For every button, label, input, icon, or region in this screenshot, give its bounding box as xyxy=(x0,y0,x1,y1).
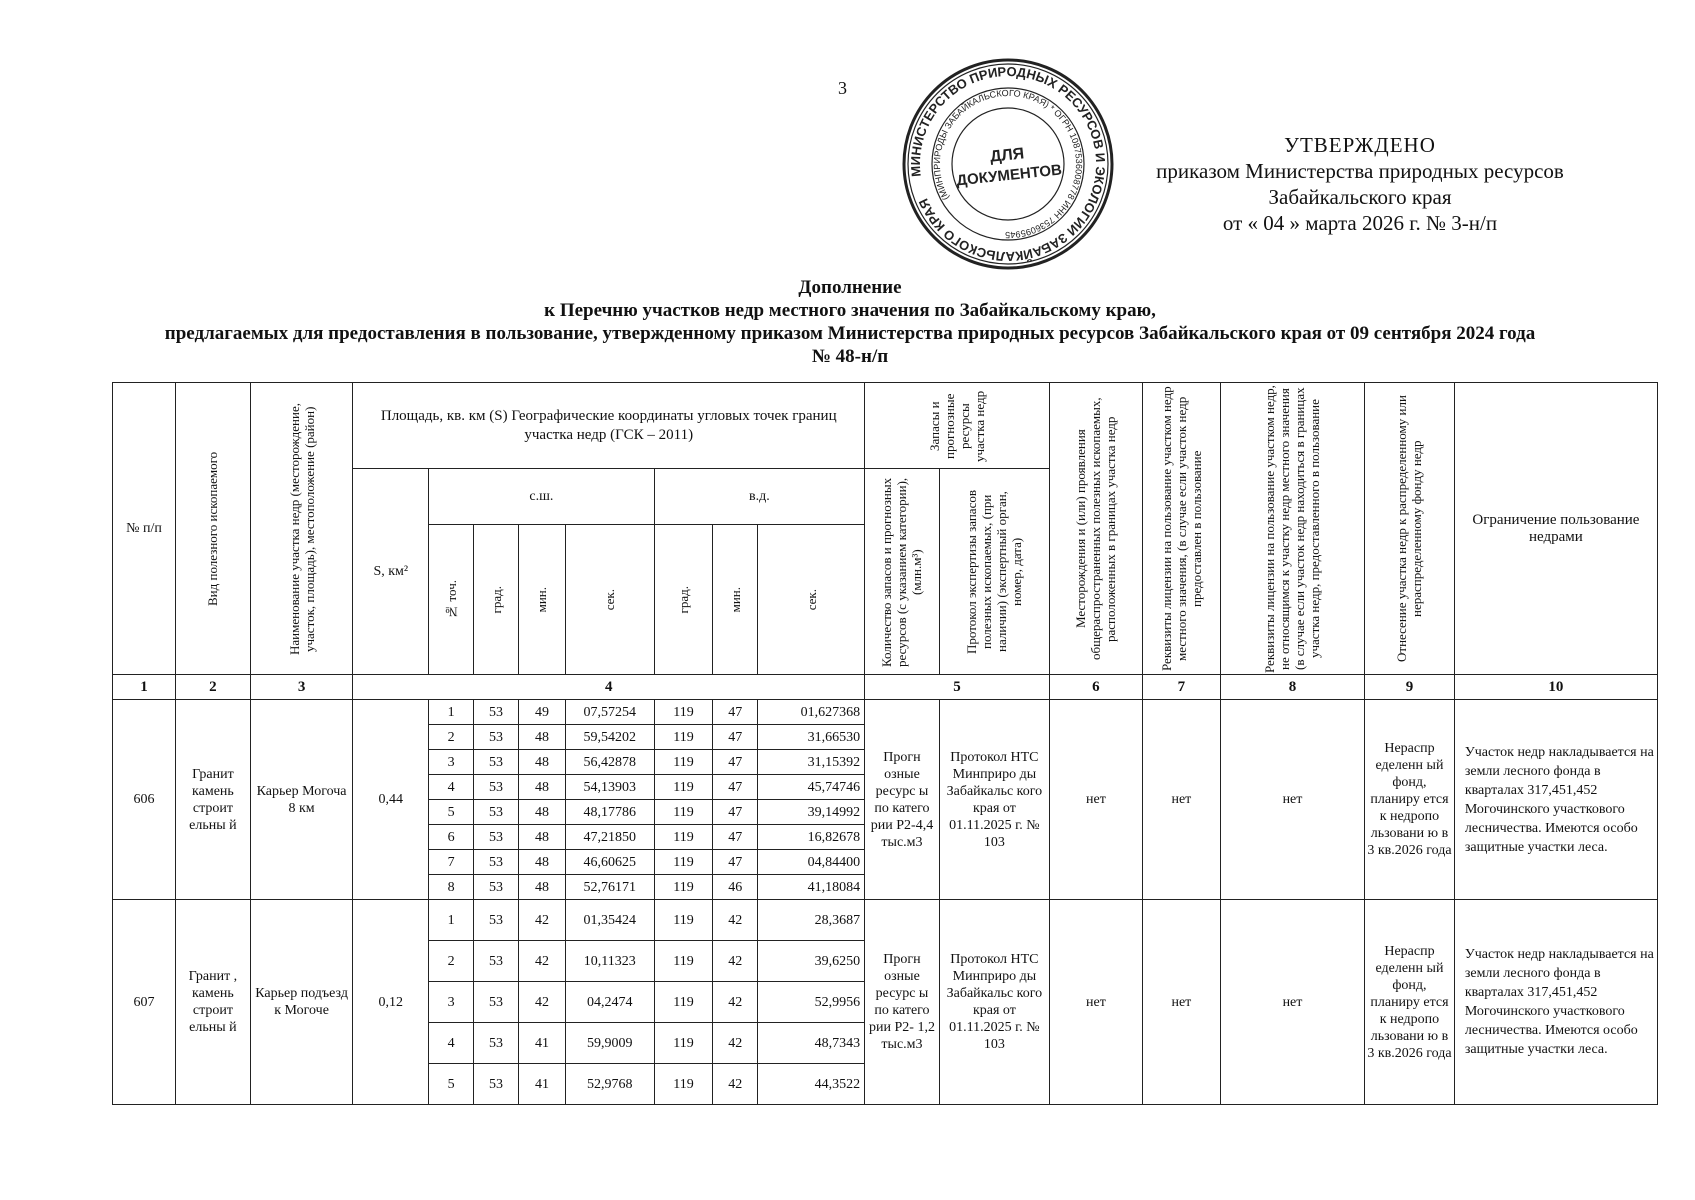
point-no: 2 xyxy=(429,941,474,982)
header-mineral-cell xyxy=(176,383,251,675)
lon-sec: 16,82678 xyxy=(758,825,865,850)
header-lon-sec: сек. xyxy=(803,588,819,611)
row-deposits: нет xyxy=(1049,700,1142,900)
lon-min: 47 xyxy=(713,725,758,750)
seal-inner-ring-text: (МИНПРИРОДЫ ЗАБАЙКАЛЬСКОГО КРАЯ) * ОГРН 1087536008778 ИНН 7536095945 xyxy=(931,87,1085,241)
seal-center-line-1: ДЛЯ xyxy=(989,145,1025,166)
lon-deg: 119 xyxy=(654,775,713,800)
lat-deg: 53 xyxy=(474,750,519,775)
header-reserves-qty-cell xyxy=(865,469,940,675)
header-protocol-cell xyxy=(939,469,1049,675)
point-no: 1 xyxy=(429,900,474,941)
row-site: Карьер подъезд к Могоче xyxy=(250,900,353,1105)
column-number: 2 xyxy=(176,675,251,700)
lon-min: 42 xyxy=(713,900,758,941)
lon-min: 42 xyxy=(713,982,758,1023)
lat-min: 42 xyxy=(518,900,565,941)
header-mineral: Вид полезного ископаемого xyxy=(205,451,221,606)
column-number: 9 xyxy=(1365,675,1455,700)
header-point-no: № точ. xyxy=(443,579,459,620)
header-lon: в.д. xyxy=(654,469,864,525)
column-number: 6 xyxy=(1049,675,1142,700)
row-site: Карьер Могоча 8 км xyxy=(250,700,353,900)
lon-deg: 119 xyxy=(654,941,713,982)
document-title xyxy=(100,276,1600,368)
row-area: 0,12 xyxy=(353,900,429,1105)
lon-deg: 119 xyxy=(654,850,713,875)
row-restriction: Участок недр накладывается на земли лесного фонда в кварталах 317,451,452 Могочинского участкового лесничества. Имеются особо защитные участки леса. xyxy=(1454,700,1657,900)
point-no: 4 xyxy=(429,1023,474,1064)
lat-sec: 04,2474 xyxy=(565,982,654,1023)
lon-deg: 119 xyxy=(654,700,713,725)
lon-sec: 41,18084 xyxy=(758,875,865,900)
header-fund-cell xyxy=(1365,383,1455,675)
header-lat-sec: сек. xyxy=(602,588,618,611)
lon-min: 46 xyxy=(713,875,758,900)
title-line-1: Дополнение xyxy=(798,277,902,298)
header-restriction: Ограничение пользование недрами xyxy=(1454,383,1657,675)
point-no: 8 xyxy=(429,875,474,900)
lat-min: 48 xyxy=(518,800,565,825)
lon-deg: 119 xyxy=(654,1064,713,1105)
lat-deg: 53 xyxy=(474,982,519,1023)
lon-deg: 119 xyxy=(654,982,713,1023)
header-lon-deg-cell xyxy=(654,525,713,675)
lon-deg: 119 xyxy=(654,750,713,775)
lon-deg: 119 xyxy=(654,825,713,850)
lon-deg: 119 xyxy=(654,725,713,750)
row-mineral: Гранит , камень строит ельны й xyxy=(176,900,251,1105)
page-number: 3 xyxy=(838,78,847,98)
header-reserves: Запасы и прогнозные ресурсы участка недр xyxy=(927,389,987,462)
point-no: 7 xyxy=(429,850,474,875)
point-no: 4 xyxy=(429,775,474,800)
lat-sec: 54,13903 xyxy=(565,775,654,800)
lat-sec: 01,35424 xyxy=(565,900,654,941)
header-lon-min-cell xyxy=(713,525,758,675)
header-deposits-cell xyxy=(1049,383,1142,675)
column-number-row xyxy=(113,675,1658,700)
title-line-3: предлагаемых для предоставления в пользование, утвержденному приказом Министерства природных ресурсов Забайкальского края от 09 сентября 2024 года xyxy=(164,323,1536,344)
lat-deg: 53 xyxy=(474,941,519,982)
lat-sec: 56,42878 xyxy=(565,750,654,775)
lat-min: 41 xyxy=(518,1023,565,1064)
column-number: 4 xyxy=(353,675,865,700)
lat-min: 41 xyxy=(518,1064,565,1105)
header-license-local: Реквизиты лицензии на пользование участком недр местного значения, (в случае если участок недр предоставлен в пользование xyxy=(1158,386,1204,671)
header-site-name: Наименование участка недр (месторождение, участок, площадь), местоположение (район) xyxy=(286,402,317,655)
lon-sec: 52,9956 xyxy=(758,982,865,1023)
lon-deg: 119 xyxy=(654,800,713,825)
row-reserves-qty: Прогн озные ресурс ы по катего рии Р2- 1,2 тыс.м3 xyxy=(865,900,940,1105)
lat-deg: 53 xyxy=(474,850,519,875)
lat-min: 48 xyxy=(518,875,565,900)
seal-ring-text: МИНИСТЕРСТВО ПРИРОДНЫХ РЕСУРСОВ И ЭКОЛОГИИ ЗАБАЙКАЛЬСКОГО КРАЯ xyxy=(907,63,1109,265)
lon-deg: 119 xyxy=(654,875,713,900)
header-num: № п/п xyxy=(113,383,176,675)
header-lon-min: мин. xyxy=(727,586,743,613)
row-fund: Нераспр еделенн ый фонд, планиру ется к недропо льзовани ю в 3 кв.2026 года xyxy=(1365,700,1455,900)
header-license-local-cell xyxy=(1142,383,1220,675)
lat-min: 48 xyxy=(518,725,565,750)
header-deposits: Месторождения и (или) проявления общераспространенных полезных ископаемых, расположенных в границах участка недр xyxy=(1073,397,1119,660)
lat-sec: 59,54202 xyxy=(565,725,654,750)
registry-table xyxy=(112,382,1658,1105)
lat-deg: 53 xyxy=(474,825,519,850)
point-no: 1 xyxy=(429,700,474,725)
lat-min: 48 xyxy=(518,825,565,850)
lon-min: 47 xyxy=(713,750,758,775)
lat-min: 49 xyxy=(518,700,565,725)
lat-deg: 53 xyxy=(474,1023,519,1064)
lat-deg: 53 xyxy=(474,775,519,800)
lon-sec: 44,3522 xyxy=(758,1064,865,1105)
lon-min: 47 xyxy=(713,800,758,825)
header-area-coords: Площадь, кв. км (S) Географические координаты угловых точек границ участка недр (ГСК – 2011) xyxy=(353,383,865,469)
row-protocol: Протокол НТС Минприро ды Забайкальс кого края от 01.11.2025 г. № 103 xyxy=(939,700,1049,900)
point-no: 3 xyxy=(429,750,474,775)
header-license-other-cell xyxy=(1220,383,1364,675)
point-no: 5 xyxy=(429,800,474,825)
header-lat: с.ш. xyxy=(429,469,654,525)
lat-min: 42 xyxy=(518,982,565,1023)
header-row-top xyxy=(113,383,1658,469)
lat-sec: 48,17786 xyxy=(565,800,654,825)
column-number: 10 xyxy=(1454,675,1657,700)
point-no: 5 xyxy=(429,1064,474,1105)
lat-min: 42 xyxy=(518,941,565,982)
point-no: 6 xyxy=(429,825,474,850)
header-site-cell xyxy=(250,383,353,675)
row-license-other: нет xyxy=(1220,700,1364,900)
row-license-other: нет xyxy=(1220,900,1364,1105)
lon-sec: 04,84400 xyxy=(758,850,865,875)
lat-deg: 53 xyxy=(474,725,519,750)
lon-min: 47 xyxy=(713,850,758,875)
lat-sec: 47,21850 xyxy=(565,825,654,850)
lat-deg: 53 xyxy=(474,800,519,825)
row-number: 607 xyxy=(113,900,176,1105)
column-number: 1 xyxy=(113,675,176,700)
header-s-km2: S, км² xyxy=(353,469,429,675)
column-number: 3 xyxy=(250,675,353,700)
row-license-local: нет xyxy=(1142,900,1220,1105)
header-fund: Отнесение участка недр к распределенному или нераспределенному фонду недр xyxy=(1394,395,1425,662)
row-number: 606 xyxy=(113,700,176,900)
header-lat-min-cell xyxy=(518,525,565,675)
point-no: 2 xyxy=(429,725,474,750)
lon-min: 42 xyxy=(713,941,758,982)
header-lat-deg: град. xyxy=(488,585,504,614)
lon-sec: 31,66530 xyxy=(758,725,865,750)
header-lat-sec-cell xyxy=(565,525,654,675)
header-lon-deg: град. xyxy=(675,585,691,614)
lon-min: 47 xyxy=(713,700,758,725)
lon-sec: 39,6250 xyxy=(758,941,865,982)
row-reserves-qty: Прогн озные ресурс ы по катего рии Р2-4,4 тыс.м3 xyxy=(865,700,940,900)
lat-sec: 52,9768 xyxy=(565,1064,654,1105)
header-lat-min: мин. xyxy=(534,586,550,613)
lat-sec: 46,60625 xyxy=(565,850,654,875)
point-no: 3 xyxy=(429,982,474,1023)
row-fund: Нераспр еделенн ый фонд, планиру ется к недропо льзовани ю в 3 кв.2026 года xyxy=(1365,900,1455,1105)
row-protocol: Протокол НТС Минприро ды Забайкальс кого края от 01.11.2025 г. № 103 xyxy=(939,900,1049,1105)
row-license-local: нет xyxy=(1142,700,1220,900)
lat-sec: 59,9009 xyxy=(565,1023,654,1064)
lat-deg: 53 xyxy=(474,1064,519,1105)
table-row xyxy=(113,700,1658,725)
lon-sec: 28,3687 xyxy=(758,900,865,941)
official-seal xyxy=(900,56,1116,272)
lat-sec: 52,76171 xyxy=(565,875,654,900)
row-deposits: нет xyxy=(1049,900,1142,1105)
row-mineral: Гранит камень строит ельны й xyxy=(176,700,251,900)
header-license-other: Реквизиты лицензии на пользование участком недр, не относящимся к участку недр местного значения (в случае если участок недр находиться в границах участка недр, предоставленного в пользование xyxy=(1262,384,1323,673)
lat-min: 48 xyxy=(518,850,565,875)
lat-min: 48 xyxy=(518,775,565,800)
lat-min: 48 xyxy=(518,750,565,775)
lon-sec: 31,15392 xyxy=(758,750,865,775)
header-reserves-qty: Количество запасов и прогнозных ресурсов (с указанием категории), (млн.м³) xyxy=(879,476,925,667)
lon-sec: 39,14992 xyxy=(758,800,865,825)
lon-min: 42 xyxy=(713,1064,758,1105)
header-lat-deg-cell xyxy=(474,525,519,675)
seal-center-line-2: ДОКУМЕНТОВ xyxy=(955,161,1063,190)
lon-sec: 01,627368 xyxy=(758,700,865,725)
approval-block xyxy=(1140,132,1580,236)
lat-deg: 53 xyxy=(474,875,519,900)
title-line-4: № 48-н/п xyxy=(811,346,889,367)
approval-label: УТВЕРЖДЕНО xyxy=(1284,133,1436,157)
column-number: 5 xyxy=(865,675,1050,700)
approval-line-1: приказом Министерства природных ресурсов xyxy=(1156,159,1564,183)
lat-sec: 10,11323 xyxy=(565,941,654,982)
lon-deg: 119 xyxy=(654,900,713,941)
title-line-2: к Перечню участков недр местного значения по Забайкальскому краю, xyxy=(544,300,1156,321)
lat-deg: 53 xyxy=(474,900,519,941)
lon-min: 42 xyxy=(713,1023,758,1064)
header-lon-sec-cell xyxy=(758,525,865,675)
lon-sec: 45,74746 xyxy=(758,775,865,800)
lat-deg: 53 xyxy=(474,700,519,725)
column-number: 7 xyxy=(1142,675,1220,700)
header-reserves-cell xyxy=(865,383,1050,469)
table-row xyxy=(113,900,1658,941)
header-point-no-cell xyxy=(429,525,474,675)
row-restriction: Участок недр накладывается на земли лесного фонда в кварталах 317,451,452 Могочинского участкового лесничества. Имеются особо защитные участки леса. xyxy=(1454,900,1657,1105)
lon-min: 47 xyxy=(713,825,758,850)
approval-line-2: Забайкальского края xyxy=(1268,185,1452,209)
column-number: 8 xyxy=(1220,675,1364,700)
row-area: 0,44 xyxy=(353,700,429,900)
lon-min: 47 xyxy=(713,775,758,800)
lon-deg: 119 xyxy=(654,1023,713,1064)
lon-sec: 48,7343 xyxy=(758,1023,865,1064)
approval-line-3: от « 04 » марта 2026 г. № 3-н/п xyxy=(1222,211,1498,235)
header-expert-protocol: Протокол экспертизы запасов полезных ископаемых, (при наличии) (экспертный орган, номер, дата) xyxy=(964,489,1025,654)
lat-sec: 07,57254 xyxy=(565,700,654,725)
